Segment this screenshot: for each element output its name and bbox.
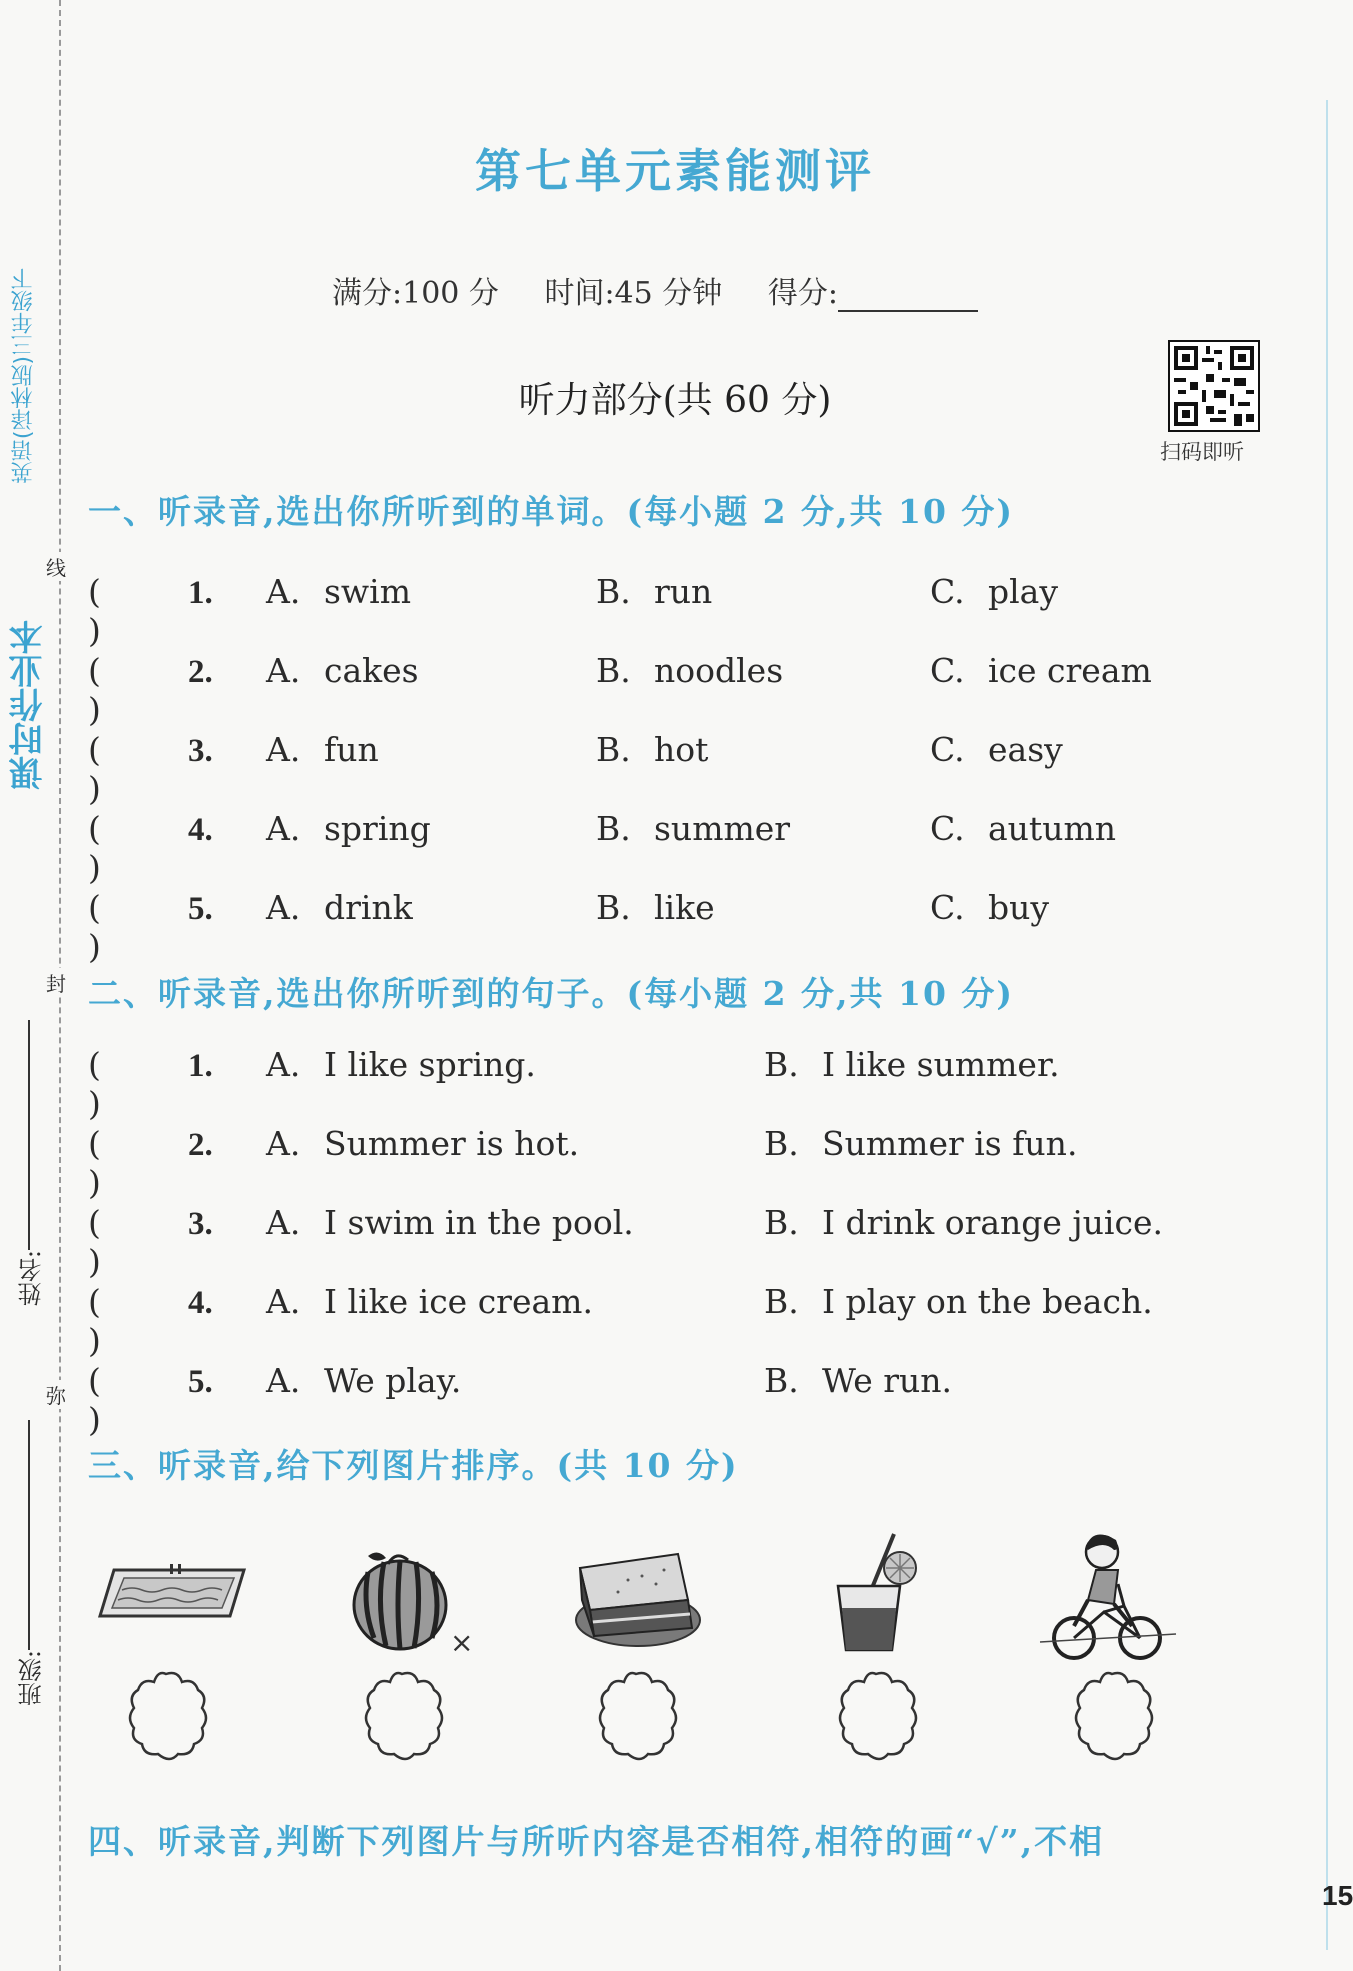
option-c[interactable]: C. play <box>930 572 1058 611</box>
option-a[interactable]: A. cakes <box>266 651 419 690</box>
option-b[interactable]: B. I play on the beach. <box>764 1282 1153 1321</box>
option-c[interactable]: C. ice cream <box>930 651 1152 690</box>
option-b[interactable]: B. like <box>596 888 715 927</box>
full-score: 满分:100 分 <box>332 276 499 311</box>
answer-circle-3[interactable] <box>588 1668 684 1764</box>
answer-paren[interactable]: () <box>88 1124 101 1202</box>
answer-circle-1[interactable] <box>118 1668 214 1764</box>
section2-heading: 二、听录音,选出你所听到的句子。(每小题 2 分,共 10 分) <box>88 974 1015 1013</box>
side-subject: 英语(译林版)三年级下 <box>11 268 36 484</box>
cut-mark-mi: 弥 <box>46 1380 66 1409</box>
qr-label: 扫码即听 <box>1160 440 1244 464</box>
cut-mark-seal: 封 <box>46 968 66 997</box>
option-b[interactable]: B. Summer is fun. <box>764 1124 1078 1163</box>
option-c[interactable]: C. autumn <box>930 809 1116 848</box>
option-a[interactable]: A. swim <box>266 572 412 611</box>
juice-picture <box>830 1528 930 1658</box>
page-title: 第七单元素能测评 <box>475 144 875 198</box>
option-a[interactable]: A. drink <box>266 888 413 927</box>
option-a[interactable]: A. I like spring. <box>266 1045 536 1084</box>
page-number: 15 <box>1322 1880 1353 1911</box>
answer-paren[interactable]: () <box>88 888 101 966</box>
bike-picture <box>1040 1526 1176 1662</box>
cake-picture <box>568 1540 708 1652</box>
score-blank[interactable] <box>838 282 978 312</box>
answer-paren[interactable]: () <box>88 1203 101 1281</box>
time-limit: 时间:45 分钟 <box>544 276 723 311</box>
question-number: 2. <box>188 654 213 690</box>
option-a[interactable]: A. We play. <box>266 1361 462 1400</box>
option-a[interactable]: A. I swim in the pool. <box>266 1203 634 1242</box>
cut-mark-line: 线 <box>46 552 66 581</box>
side-class-label: 班级: <box>18 1650 46 1707</box>
question-number: 1. <box>188 575 213 611</box>
side-brand: 课时作业本 <box>9 620 49 790</box>
answer-circle-4[interactable] <box>828 1668 924 1764</box>
section3-heading: 三、听录音,给下列图片排序。(共 10 分) <box>88 1446 739 1485</box>
section1-heading: 一、听录音,选出你所听到的单词。(每小题 2 分,共 10 分) <box>88 492 1015 531</box>
question-number: 5. <box>188 891 213 927</box>
option-b[interactable]: B. I like summer. <box>764 1045 1060 1084</box>
answer-paren[interactable]: () <box>88 1361 101 1439</box>
question-number: 4. <box>188 1285 213 1321</box>
score-label: 得分: <box>767 276 838 311</box>
option-a[interactable]: A. I like ice cream. <box>266 1282 593 1321</box>
cross-mark: × <box>450 1626 474 1659</box>
option-b[interactable]: B. run <box>596 572 713 611</box>
question-number: 4. <box>188 812 213 848</box>
section4-heading: 四、听录音,判断下列图片与所听内容是否相符,相符的画“√”,不相 <box>88 1822 1105 1861</box>
meta-line <box>332 268 1014 312</box>
answer-paren[interactable]: () <box>88 1045 101 1123</box>
option-c[interactable]: C. easy <box>930 730 1063 769</box>
side-name-line <box>28 1020 30 1250</box>
answer-circle-2[interactable] <box>354 1668 450 1764</box>
option-a[interactable]: A. fun <box>266 730 379 769</box>
side-name-label: 姓名: <box>18 1250 46 1307</box>
option-a[interactable]: A. Summer is hot. <box>266 1124 580 1163</box>
answer-paren[interactable]: () <box>88 1282 101 1360</box>
option-c[interactable]: C. buy <box>930 888 1050 927</box>
option-b[interactable]: B. noodles <box>596 651 784 690</box>
answer-paren[interactable]: () <box>88 572 101 650</box>
question-number: 5. <box>188 1364 213 1400</box>
option-b[interactable]: B. hot <box>596 730 709 769</box>
question-number: 3. <box>188 733 213 769</box>
qr-code-icon <box>1170 342 1258 430</box>
option-b[interactable]: B. I drink orange juice. <box>764 1203 1163 1242</box>
question-number: 2. <box>188 1127 213 1163</box>
answer-paren[interactable]: () <box>88 730 101 808</box>
watermelon-picture <box>338 1540 488 1660</box>
answer-paren[interactable]: () <box>88 809 101 887</box>
question-number: 1. <box>188 1048 213 1084</box>
option-b[interactable]: B. We run. <box>764 1361 953 1400</box>
option-b[interactable]: B. summer <box>596 809 791 848</box>
side-class-line <box>28 1420 30 1650</box>
question-number: 3. <box>188 1206 213 1242</box>
part-title: 听力部分(共 60 分) <box>518 380 832 421</box>
answer-paren[interactable]: () <box>88 651 101 729</box>
swimming-pool-picture <box>92 1560 252 1630</box>
option-a[interactable]: A. spring <box>266 809 431 848</box>
answer-circle-5[interactable] <box>1064 1668 1160 1764</box>
qr-code[interactable] <box>1168 340 1260 432</box>
